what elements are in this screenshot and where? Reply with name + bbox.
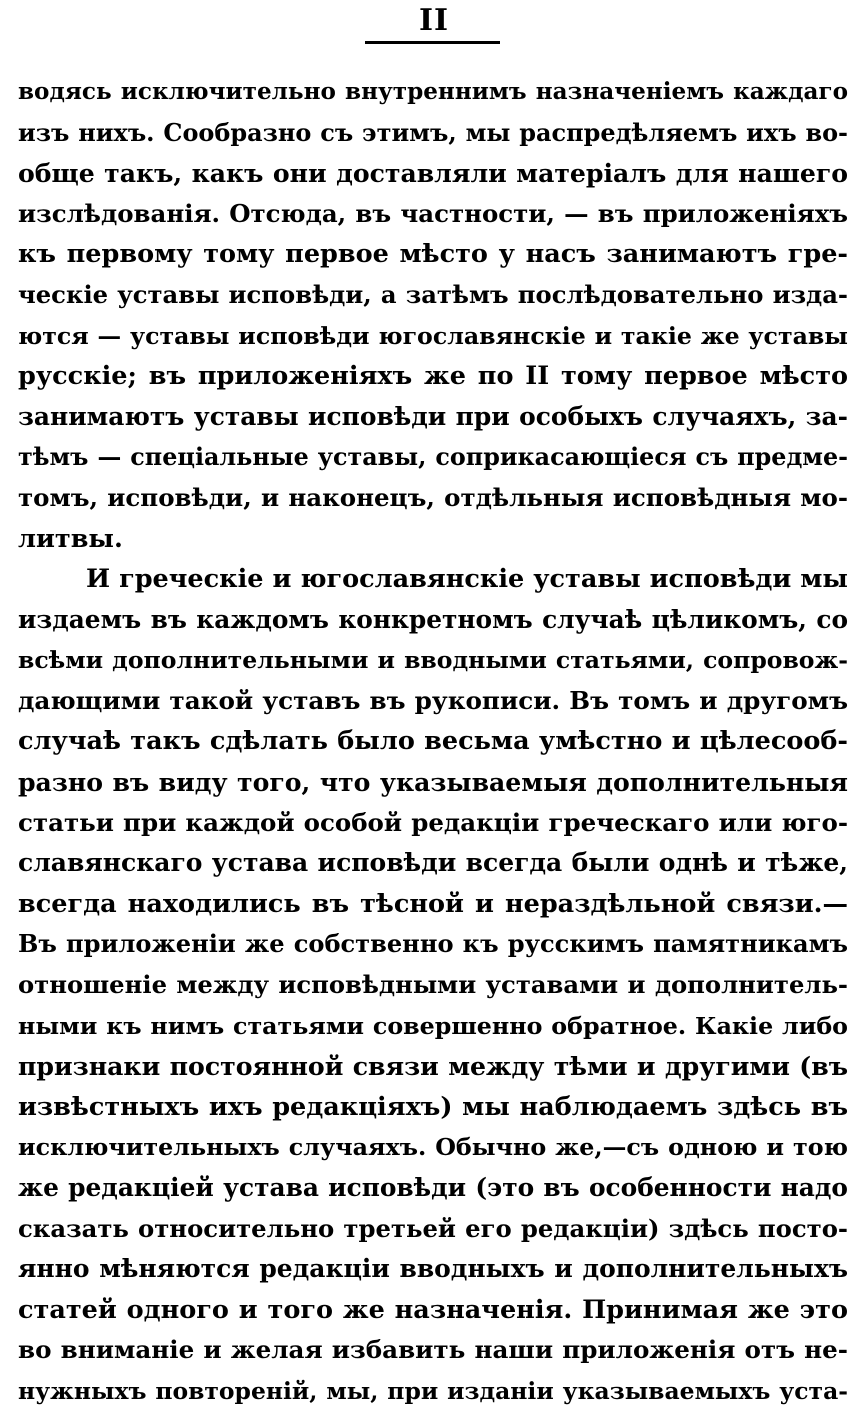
text-line: сказать относительно третьей его редакціи) здѣсь посто- (18, 1213, 848, 1243)
text-line: признаки постоянной связи между тѣми и другими (въ (18, 1051, 848, 1082)
text-line: разно въ виду того, что указываемыя дополнительныя (18, 766, 848, 797)
text-line: тѣмъ — спеціальные уставы, соприкасающіеся съ предме- (18, 443, 848, 472)
text-line: дающими такой уставъ въ рукописи. Въ томъ и другомъ (18, 685, 848, 715)
text-line: случаѣ такъ сдѣлать было весьма умѣстно и цѣлесооб- (18, 726, 848, 757)
text-line: издаемъ въ каждомъ конкретномъ случаѣ цѣликомъ, со (18, 604, 848, 634)
header-rule (365, 41, 500, 44)
text-line: изъ нихъ. Сообразно съ этимъ, мы распредѣляемъ ихъ во- (18, 118, 848, 147)
page-number: II (418, 3, 450, 38)
text-line: исключительныхъ случаяхъ. Обычно же,—съ одною и тою (18, 1133, 848, 1162)
text-line: къ первому тому первое мѣсто у насъ занимаютъ гре- (18, 239, 848, 270)
text-line: нужныхъ повтореній, мы, при изданіи указываемыхъ уста- (18, 1376, 848, 1405)
text-line: И греческіе и югославянскіе уставы исповѣди мы (86, 564, 848, 594)
text-line: всегда находились въ тѣсной и нераздѣльной связи.— (18, 888, 848, 919)
text-line: во вниманіе и желая избавить наши приложенія отъ не- (18, 1335, 848, 1365)
text-line: же редакціей устава исповѣди (это въ особенности надо (18, 1172, 848, 1202)
text-line: Въ приложеніи же собственно къ русскимъ памятникамъ (18, 929, 848, 959)
text-line: отношеніе между исповѣдными уставами и дополнитель- (18, 969, 848, 999)
text-line: всѣми дополнительными и вводными статьями, сопровож- (18, 646, 848, 675)
text-line: янно мѣняются редакціи вводныхъ и дополнительныхъ (18, 1254, 848, 1284)
text-line: статей одного и того же назначенія. Принимая же это (18, 1294, 848, 1325)
text-line: литвы. (18, 523, 123, 554)
text-line: томъ, исповѣди, и наконецъ, отдѣльныя исповѣдныя мо- (18, 482, 848, 512)
text-line: извѣстныхъ ихъ редакціяхъ) мы наблюдаемъ здѣсь въ (18, 1091, 848, 1122)
text-line: ются — уставы исповѣди югославянскіе и такіе же уставы (18, 321, 848, 350)
paragraph-1 (18, 72, 848, 559)
paragraph-2 (18, 559, 848, 1411)
text-line: изслѣдованія. Отсюда, въ частности, — въ приложеніяхъ (18, 198, 848, 228)
text-line: славянскаго устава исповѣди всегда были однѣ и тѣже, (18, 848, 848, 878)
text-line: статьи при каждой особой редакціи греческаго или юго- (18, 807, 848, 837)
text-line: занимаютъ уставы исповѣди при особыхъ случаяхъ, за- (18, 401, 848, 431)
text-line: русскіе; въ приложеніяхъ же по II тому первое мѣсто (18, 361, 848, 392)
text-line: водясь исключительно внутреннимъ назначеніемъ каждаго (18, 78, 848, 105)
text-line: обще такъ, какъ они доставляли матеріалъ для нашего (18, 158, 848, 189)
text-line: ческіе уставы исповѣди, а затѣмъ послѣдовательно изда- (18, 279, 848, 309)
text-line: ными къ нимъ статьями совершенно обратное. Какіе либо (18, 1011, 848, 1040)
